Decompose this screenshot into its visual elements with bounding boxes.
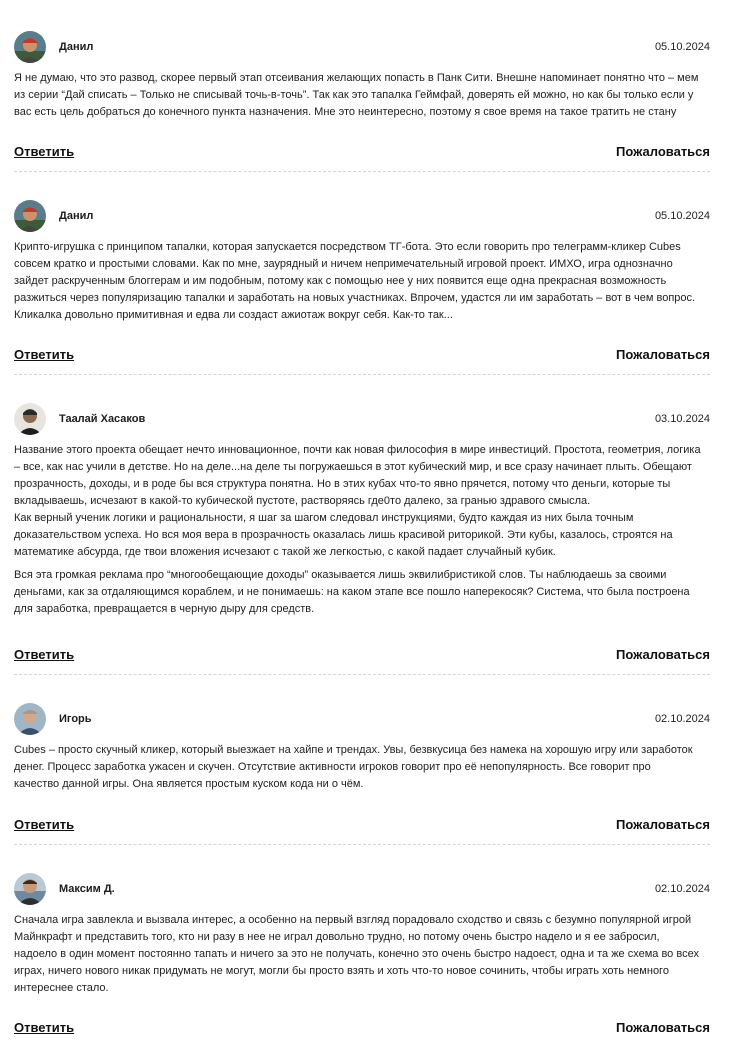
- text-line: играх, ничего нового никак придумать не могут, могли бы просто взять и хоть что-то новое сочинить, чтобы играть хоть немного: [14, 965, 669, 977]
- text-line: Вся эта громкая реклама про “многообещающие доходы” оказывается лишь эквилибристикой слов. Ты наблюдаешь за своими: [14, 569, 667, 581]
- comment-header: [14, 31, 710, 63]
- text-line: Крипто-игрушка с принципом тапалки, которая запускается посредством ТГ-бота. Это если говорить про телеграмм-кликер Cubes: [14, 241, 681, 253]
- report-button[interactable]: Пожаловаться: [616, 143, 710, 159]
- comment-text: [14, 912, 710, 997]
- comment-actions: [14, 646, 710, 662]
- text-line: Как верный ученик логики и рациональности, я шаг за шагом следовал инструкциями, будто каждая из них была точным: [14, 512, 634, 524]
- comment-header: [14, 200, 710, 232]
- comment-card: [0, 172, 733, 375]
- text-line: для заработка, превращается в черную дыру для средств.: [14, 603, 315, 615]
- comment-date: 02.10.2024: [654, 883, 710, 895]
- comment-actions: [14, 143, 710, 159]
- comment-card: [0, 675, 733, 845]
- comment-actions: [14, 816, 710, 832]
- text-line: Сначала игра завлекла и вызвала интерес, а особенно на первый взгляд порадовало сходство и связь с безумно популярной игрой: [14, 914, 692, 926]
- text-line: разжиться через популяризацию тапалки и заработать на новых участниках. Впрочем, удастся ли им заработать – вот в чем вопрос.: [14, 292, 696, 304]
- text-line: вкладываешь, исчезают в какой-то кубической пустоте, растворяясь где0то далеко, за гранью здравого смысла.: [14, 495, 591, 507]
- comment-text: [14, 239, 710, 324]
- comment-date: 02.10.2024: [654, 713, 710, 725]
- text-line: денег. Процесс заработка ужасен и скучен. Отсутствие активности игроков говорит про её непопулярность. Все говорит про: [14, 761, 651, 773]
- text-line: Кликалка довольно примитивная и едва ли создаст ажиотаж вокруг себя. Как-то так...: [14, 309, 453, 321]
- comment-card: [0, 845, 733, 1045]
- comment-header: [14, 703, 710, 735]
- text-line: качество данной игры. Она является простым куском кода ни о чём.: [14, 778, 364, 790]
- reply-button[interactable]: Ответить: [14, 646, 75, 662]
- comment-text: [14, 442, 710, 618]
- reply-button[interactable]: Ответить: [14, 143, 75, 159]
- comment-date: 05.10.2024: [654, 41, 710, 53]
- reply-button[interactable]: Ответить: [14, 346, 75, 362]
- comment-date: 05.10.2024: [654, 210, 710, 222]
- author-name: Максим Д.: [59, 883, 115, 895]
- comment-date: 03.10.2024: [654, 413, 710, 425]
- text-line: Я не думаю, что это развод, скорее первый этап отсеивания желающих попасть в Панк Сити. Внешне напоминает понятно что – мем: [14, 72, 699, 84]
- text-line: математике абсурда, где твои вложения исчезают с такой же легкостью, с какой падает случайный кубик.: [14, 546, 556, 558]
- text-line: совсем кратко и простыми словами. Как по мне, заурядный и ничем непримечательный игровой проект. ИМХО, игра однозначно: [14, 258, 673, 270]
- report-button[interactable]: Пожаловаться: [616, 346, 710, 362]
- text-line: надоело в один момент постоянно тапать и ничего за это не получать, конечно это очень быстро надоест, одна и та же схема во всех: [14, 948, 699, 960]
- comment-card: [0, 0, 733, 172]
- avatar: [14, 873, 46, 905]
- text-line: Название этого проекта обещает нечто инновационное, почти как новая философия в мире инвестиций. Простота, геометрия, логика: [14, 444, 701, 456]
- comment-actions: [14, 1019, 710, 1035]
- text-line: из серии “Дай списать – Только не списывай точь-в-точь”. Так как это тапалка Геймфай, доверять ей можно, но как бы только если у: [14, 89, 694, 101]
- text-line: прозрачность, доходы, и в роде бы вся структура понятна. Но в этих кубах что-то явно прячется, потому что деньги, которые ты: [14, 478, 671, 490]
- text-line: Майнкрафт и представить того, кто ни разу в нее не играл довольно трудно, но потому очень быстро надело и я ее забросил,: [14, 931, 660, 943]
- author-name: Игорь: [59, 713, 92, 725]
- comment-text: [14, 70, 710, 121]
- report-button[interactable]: Пожаловаться: [616, 646, 710, 662]
- text-line: вас есть цель добраться до конечного пункта назначения. Мне это неинтересно, поэтому я свое время на такое тратить не стану: [14, 106, 677, 118]
- avatar: [14, 31, 46, 63]
- comment-card: [0, 375, 733, 675]
- text-line: – все, как нас учили в детстве. Но на деле...на деле ты погружаешься в этот кубический мир, и все сразу начинает плыть. Обещают: [14, 461, 692, 473]
- text-line: доказательством успеха. Но вся моя вера в прозрачность оказалась лишь красивой риторикой. Эти кубы, казалось, строятся на: [14, 529, 673, 541]
- report-button[interactable]: Пожаловаться: [616, 816, 710, 832]
- comment-text: [14, 742, 710, 793]
- comment-actions: [14, 346, 710, 362]
- reply-button[interactable]: Ответить: [14, 816, 75, 832]
- author-name: Данил: [59, 41, 94, 53]
- text-line: деньгами, как за отдаляющимся кораблем, и не понимаешь: на каком этапе все пошло наперекосяк? Система, что была построена: [14, 586, 690, 598]
- reply-button[interactable]: Ответить: [14, 1019, 75, 1035]
- comment-header: [14, 403, 710, 435]
- text-line: интереснее стало.: [14, 982, 109, 994]
- text-line: Cubes – просто скучный кликер, который выезжает на хайпе и трендах. Увы, безвкусица без намека на хорошую игру или заработок: [14, 744, 693, 756]
- avatar: [14, 403, 46, 435]
- avatar: [14, 200, 46, 232]
- avatar: [14, 703, 46, 735]
- author-name: Данил: [59, 210, 94, 222]
- comment-header: [14, 873, 710, 905]
- author-name: Таалай Хасаков: [59, 413, 146, 425]
- report-button[interactable]: Пожаловаться: [616, 1019, 710, 1035]
- text-line: зайдет раскрученным блоггерам и им подобным, потому как с помощью нее у них появится еще одна прекрасная возможность: [14, 275, 667, 287]
